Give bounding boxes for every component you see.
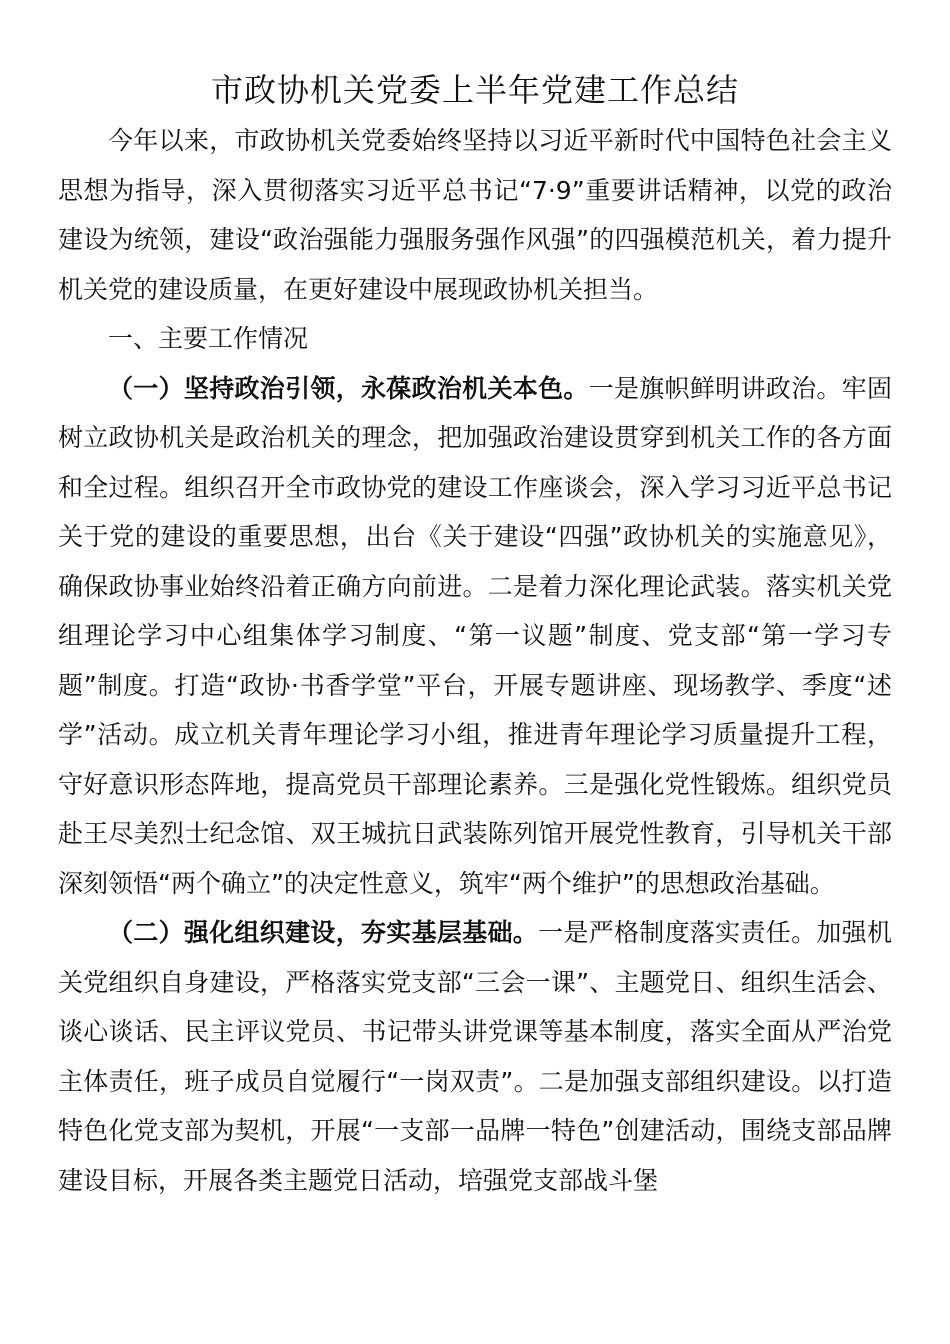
document-page	[58, 64, 892, 1205]
document-title: 市政协机关党委上半年党建工作总结	[210, 71, 739, 109]
item1-body: 一是旗帜鲜明讲政治。牢固树立政协机关是政治机关的理念，把加强政治建设贯穿到机关工作的各方面和全过程。组织召开全市政协党的建设工作座谈会，深入学习习近平总书记关于党的建设的重要思想，出台《关于建设“四强”政协机关的实施意见》，确保政协事业始终沿着正确方向前进。二是着力深化理论武装。落实机关党组理论学习中心组集体学习制度、“第一议题”制度、党支部“第一学习专题”制度。打造“政协·书香学堂”平台，开展专题讲座、现场教学、季度“述学”活动。成立机关青年理论学习小组，推进青年理论学习质量提升工程，守好意识形态阵地，提高党员干部理论素养。三是强化党性锻炼。组织党员赴王尽美烈士纪念馆、双王城抗日武装陈列馆开展党性教育，引导机关干部深刻领悟“两个确立”的决定性意义，筑牢“两个维护”的思想政治基础。	[58, 373, 892, 898]
item2-paragraph	[58, 908, 892, 1205]
item2-lead: （二）强化组织建设，夯实基层基础。	[108, 918, 539, 947]
section-heading: 一、主要工作情况	[108, 324, 309, 353]
item1-lead: （一）坚持政治引领，永葆政治机关本色。	[108, 373, 589, 403]
item1-paragraph	[58, 364, 892, 909]
item2-body: 一是严格制度落实责任。加强机关党组织自身建设，严格落实党支部“三会一课”、主题党日、组织生活会、谈心谈话、民主评议党员、书记带头讲党课等基本制度，落实全面从严治党主体责任，班子成员自觉履行“一岗双责”。二是加强支部组织建设。以打造特色化党支部为契机，开展“一支部一品牌一特色”创建活动，围绕支部品牌建设目标，开展各类主题党日活动，培强党支部战斗堡	[58, 918, 892, 1195]
intro-paragraph: 今年以来，市政协机关党委始终坚持以习近平新时代中国特色社会主义思想为指导，深入贯彻落实习近平总书记“7·9”重要讲话精神，以党的政治建设为统领，建设“政治强能力强服务强作风强”的四强模范机关，着力提升机关党的建设质量，在更好建设中展现政协机关担当。	[58, 126, 892, 304]
